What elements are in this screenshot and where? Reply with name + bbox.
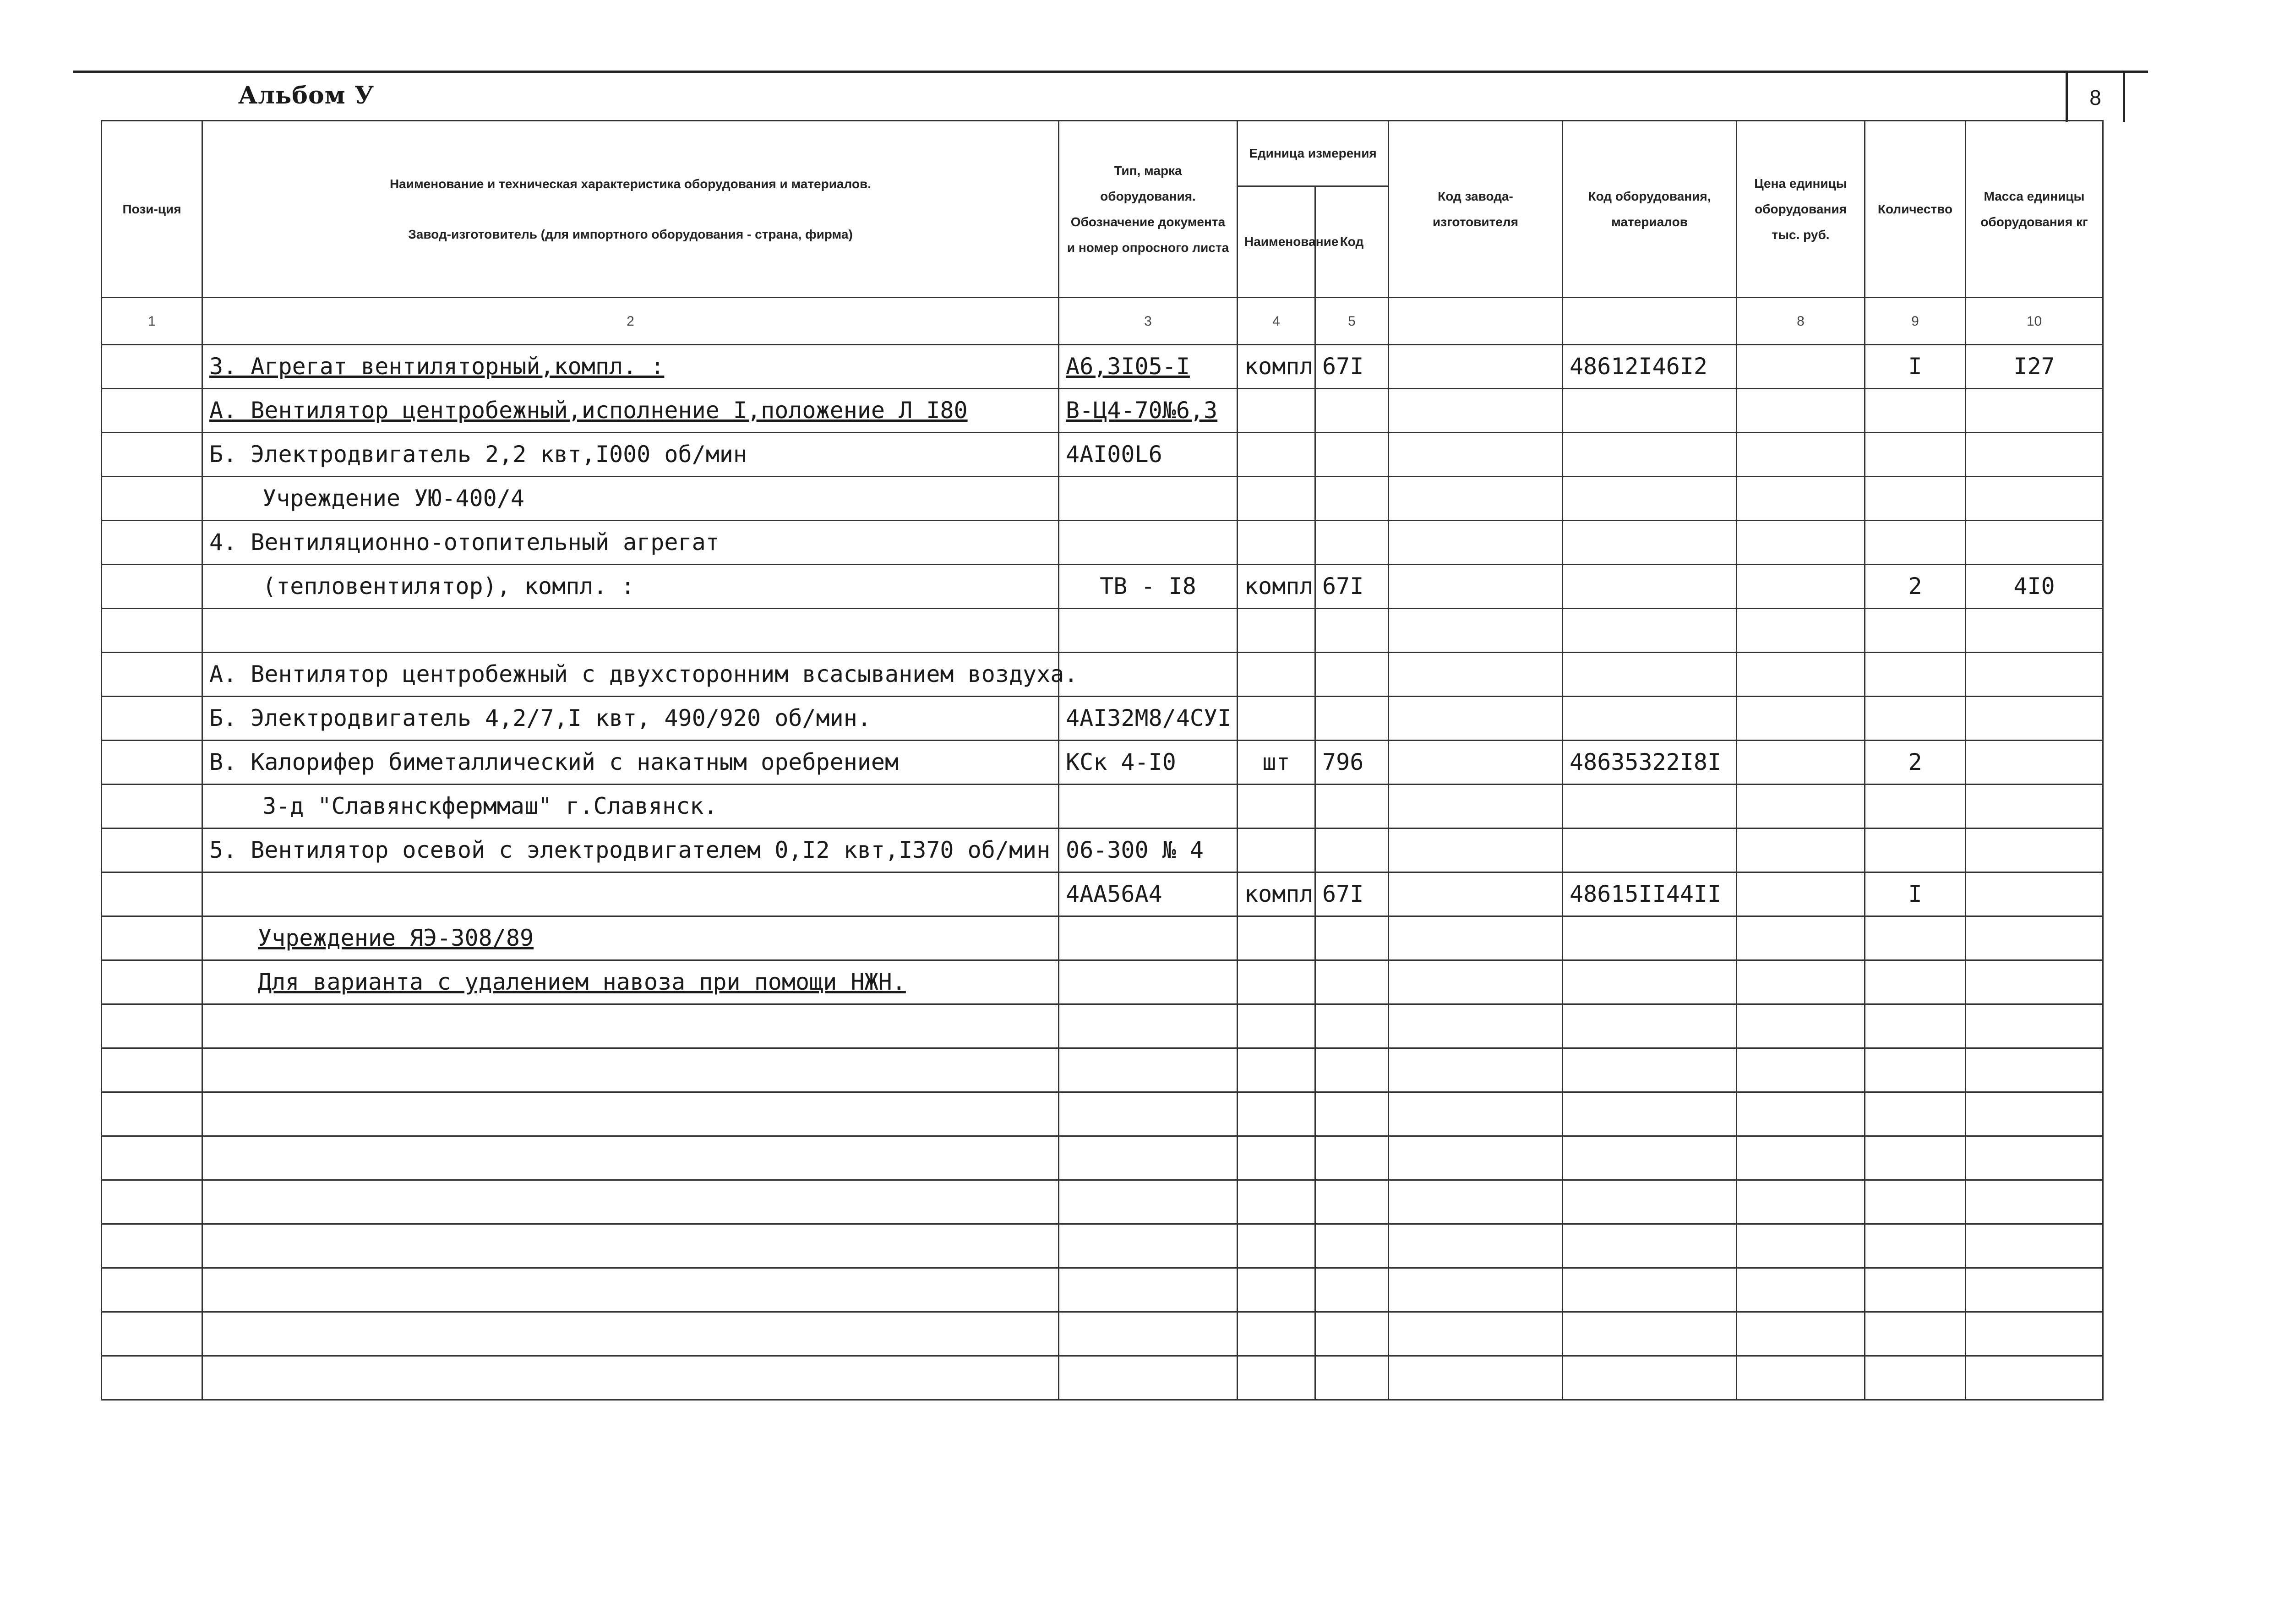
type-cell: А6,3I05-I (1059, 345, 1238, 389)
quantity-cell (1865, 477, 1966, 521)
plant-code-cell (1389, 433, 1563, 477)
mass-cell (1966, 828, 2103, 872)
equipment-code-cell (1563, 1004, 1737, 1048)
type-cell (1059, 1048, 1238, 1092)
mass-cell (1966, 1356, 2103, 1400)
unit-code-cell: 67I (1315, 345, 1389, 389)
header-unit-name: Наименование (1238, 186, 1315, 298)
mass-cell (1966, 1004, 2103, 1048)
quantity-cell (1865, 433, 1966, 477)
name-cell (202, 1312, 1059, 1356)
unit-code-cell (1315, 1092, 1389, 1136)
position-cell (102, 521, 202, 565)
equipment-code-cell (1563, 653, 1737, 697)
page-number: 8 (2089, 86, 2101, 109)
unit-name-cell (1238, 1048, 1315, 1092)
plant-code-cell (1389, 1092, 1563, 1136)
price-cell (1737, 653, 1865, 697)
price-cell (1737, 697, 1865, 741)
position-cell (102, 1136, 202, 1180)
equipment-code-cell (1563, 565, 1737, 609)
name-cell: Б. Электродвигатель 4,2/7,I квт, 490/920 об/мин. (202, 697, 1059, 741)
unit-code-cell (1315, 960, 1389, 1004)
equipment-code-cell (1563, 916, 1737, 960)
column-number: 2 (202, 298, 1059, 345)
equipment-code-cell: 48635322I8I (1563, 741, 1737, 785)
unit-name-cell (1238, 389, 1315, 433)
position-cell (102, 1004, 202, 1048)
position-cell (102, 1268, 202, 1312)
unit-name-cell (1238, 1268, 1315, 1312)
mass-cell (1966, 960, 2103, 1004)
table-body (102, 345, 2103, 1400)
position-cell (102, 872, 202, 916)
plant-code-cell (1389, 828, 1563, 872)
equipment-code-cell (1563, 1092, 1737, 1136)
unit-code-cell (1315, 477, 1389, 521)
quantity-cell (1865, 653, 1966, 697)
unit-code-cell (1315, 697, 1389, 741)
plant-code-cell (1389, 697, 1563, 741)
plant-code-cell (1389, 389, 1563, 433)
mass-cell (1966, 1268, 2103, 1312)
price-cell (1737, 1268, 1865, 1312)
position-cell (102, 960, 202, 1004)
unit-code-cell (1315, 785, 1389, 828)
table-row (102, 828, 2103, 872)
position-cell (102, 697, 202, 741)
plant-code-cell (1389, 521, 1563, 565)
name-cell (202, 1180, 1059, 1224)
quantity-cell: 2 (1865, 565, 1966, 609)
equipment-code-cell (1563, 1180, 1737, 1224)
unit-code-cell (1315, 521, 1389, 565)
mass-cell (1966, 609, 2103, 653)
type-cell (1059, 1224, 1238, 1268)
name-cell (202, 609, 1059, 653)
price-cell (1737, 1224, 1865, 1268)
mass-cell (1966, 477, 2103, 521)
position-cell (102, 653, 202, 697)
unit-name-cell (1238, 1180, 1315, 1224)
quantity-cell (1865, 1312, 1966, 1356)
mass-cell (1966, 697, 2103, 741)
quantity-cell (1865, 521, 1966, 565)
unit-code-cell: 67I (1315, 872, 1389, 916)
unit-code-cell: 796 (1315, 741, 1389, 785)
mass-cell (1966, 521, 2103, 565)
unit-name-cell: компл (1238, 345, 1315, 389)
column-number: 8 (1737, 298, 1865, 345)
price-cell (1737, 1180, 1865, 1224)
equipment-code-cell (1563, 433, 1737, 477)
mass-cell (1966, 1136, 2103, 1180)
equipment-code-cell (1563, 609, 1737, 653)
price-cell (1737, 916, 1865, 960)
plant-code-cell (1389, 1048, 1563, 1092)
unit-name-cell (1238, 916, 1315, 960)
name-cell: 5. Вентилятор осевой с электродвигателем 0,I2 квт,I370 об/мин (202, 828, 1059, 872)
mass-cell (1966, 916, 2103, 960)
header-name-line1: Наименование и техническая характеристика оборудования и материалов. (389, 176, 872, 191)
price-cell (1737, 1356, 1865, 1400)
page-number-box (2066, 71, 2125, 122)
unit-code-cell (1315, 1356, 1389, 1400)
unit-code-cell (1315, 1048, 1389, 1092)
type-cell: В-Ц4-70№6,3 (1059, 389, 1238, 433)
type-cell (1059, 960, 1238, 1004)
table-row (102, 1224, 2103, 1268)
unit-code-cell: 67I (1315, 565, 1389, 609)
unit-name-cell (1238, 521, 1315, 565)
mass-cell: I27 (1966, 345, 2103, 389)
table-row (102, 785, 2103, 828)
type-cell (1059, 916, 1238, 960)
type-cell (1059, 1268, 1238, 1312)
plant-code-cell (1389, 609, 1563, 653)
quantity-cell (1865, 1136, 1966, 1180)
name-cell: А. Вентилятор центробежный,исполнение I,положение Л I80 (202, 389, 1059, 433)
table-row (102, 521, 2103, 565)
plant-code-cell (1389, 960, 1563, 1004)
price-cell (1737, 960, 1865, 1004)
plant-code-cell (1389, 741, 1563, 785)
table-row (102, 1092, 2103, 1136)
equipment-code-cell (1563, 785, 1737, 828)
type-cell (1059, 1312, 1238, 1356)
quantity-cell (1865, 785, 1966, 828)
name-cell: 4. Вентиляционно-отопительный агрегат (202, 521, 1059, 565)
equipment-code-cell (1563, 1136, 1737, 1180)
position-cell (102, 741, 202, 785)
column-numbers-row (102, 298, 2103, 345)
type-cell (1059, 609, 1238, 653)
equipment-code-cell (1563, 1048, 1737, 1092)
position-cell (102, 1224, 202, 1268)
mass-cell (1966, 1312, 2103, 1356)
position-cell (102, 1180, 202, 1224)
unit-name-cell: шт (1238, 741, 1315, 785)
unit-name-cell (1238, 1136, 1315, 1180)
quantity-cell: I (1865, 345, 1966, 389)
quantity-cell (1865, 1268, 1966, 1312)
column-number: 10 (1966, 298, 2103, 345)
column-number (1389, 298, 1563, 345)
album-title: Альбом У (238, 82, 375, 109)
mass-cell (1966, 741, 2103, 785)
price-cell (1737, 741, 1865, 785)
header-unit-code: Код (1315, 186, 1389, 298)
header-name-line2: Завод-изготовитель (для импортного оборудования - страна, фирма) (408, 227, 853, 241)
plant-code-cell (1389, 345, 1563, 389)
quantity-cell (1865, 1356, 1966, 1400)
unit-code-cell (1315, 433, 1389, 477)
type-cell (1059, 1180, 1238, 1224)
equipment-specification-table (101, 120, 2104, 1401)
quantity-cell (1865, 389, 1966, 433)
quantity-cell (1865, 1092, 1966, 1136)
position-cell (102, 433, 202, 477)
price-cell (1737, 1136, 1865, 1180)
name-cell: З-д "Славянскферммаш" г.Славянск. (202, 785, 1059, 828)
name-cell: Для варианта с удалением навоза при помощи НЖН. (202, 960, 1059, 1004)
header-quantity: Количество (1865, 121, 1966, 298)
table-row (102, 565, 2103, 609)
type-cell (1059, 653, 1238, 697)
name-cell (202, 1092, 1059, 1136)
name-cell: Б. Электродвигатель 2,2 квт,I000 об/мин (202, 433, 1059, 477)
header-equipment-code: Код оборудования, материалов (1563, 121, 1737, 298)
position-cell (102, 916, 202, 960)
quantity-cell (1865, 916, 1966, 960)
name-cell: (тепловентилятор), компл. : (202, 565, 1059, 609)
unit-code-cell (1315, 916, 1389, 960)
mass-cell (1966, 872, 2103, 916)
type-cell: КСк 4-I0 (1059, 741, 1238, 785)
name-cell (202, 1048, 1059, 1092)
mass-cell (1966, 1048, 2103, 1092)
position-cell (102, 1356, 202, 1400)
position-cell (102, 1092, 202, 1136)
name-cell: Учреждение ЯЭ-308/89 (202, 916, 1059, 960)
unit-name-cell (1238, 1312, 1315, 1356)
quantity-cell (1865, 609, 1966, 653)
table-row (102, 697, 2103, 741)
unit-name-cell (1238, 477, 1315, 521)
table-row (102, 1356, 2103, 1400)
type-cell (1059, 521, 1238, 565)
position-cell (102, 609, 202, 653)
table-row (102, 477, 2103, 521)
unit-name-cell (1238, 609, 1315, 653)
price-cell (1737, 565, 1865, 609)
mass-cell (1966, 433, 2103, 477)
unit-code-cell (1315, 653, 1389, 697)
plant-code-cell (1389, 1224, 1563, 1268)
name-cell (202, 1356, 1059, 1400)
plant-code-cell (1389, 872, 1563, 916)
quantity-cell (1865, 1048, 1966, 1092)
table-row (102, 609, 2103, 653)
position-cell (102, 1312, 202, 1356)
type-cell (1059, 477, 1238, 521)
unit-name-cell (1238, 1356, 1315, 1400)
table-row (102, 345, 2103, 389)
unit-code-cell (1315, 1312, 1389, 1356)
column-number: 5 (1315, 298, 1389, 345)
plant-code-cell (1389, 1356, 1563, 1400)
name-cell (202, 1136, 1059, 1180)
price-cell (1737, 433, 1865, 477)
position-cell (102, 345, 202, 389)
column-number: 1 (102, 298, 202, 345)
unit-code-cell (1315, 1224, 1389, 1268)
name-cell: 3. Агрегат вентиляторный,компл. : (202, 345, 1059, 389)
table-row (102, 1180, 2103, 1224)
unit-name-cell: компл (1238, 872, 1315, 916)
name-cell (202, 1224, 1059, 1268)
mass-cell: 4I0 (1966, 565, 2103, 609)
name-cell (202, 872, 1059, 916)
unit-code-cell (1315, 828, 1389, 872)
price-cell (1737, 1092, 1865, 1136)
type-cell: 4АА56А4 (1059, 872, 1238, 916)
table-row (102, 916, 2103, 960)
equipment-code-cell (1563, 960, 1737, 1004)
table-row (102, 389, 2103, 433)
table-row (102, 1004, 2103, 1048)
equipment-code-cell: 48615II44II (1563, 872, 1737, 916)
unit-code-cell (1315, 389, 1389, 433)
header-unit: Единица измерения (1238, 121, 1389, 186)
equipment-code-cell: 48612I46I2 (1563, 345, 1737, 389)
unit-name-cell (1238, 1092, 1315, 1136)
price-cell (1737, 521, 1865, 565)
plant-code-cell (1389, 1312, 1563, 1356)
table-row (102, 741, 2103, 785)
plant-code-cell (1389, 477, 1563, 521)
price-cell (1737, 1048, 1865, 1092)
column-number (1563, 298, 1737, 345)
price-cell (1737, 1312, 1865, 1356)
table-row (102, 653, 2103, 697)
plant-code-cell (1389, 565, 1563, 609)
plant-code-cell (1389, 1136, 1563, 1180)
unit-code-cell (1315, 1268, 1389, 1312)
plant-code-cell (1389, 653, 1563, 697)
name-cell: В. Калорифер биметаллический с накатным оребрением (202, 741, 1059, 785)
name-cell: А. Вентилятор центробежный с двухсторонним всасыванием воздуха. (202, 653, 1059, 697)
plant-code-cell (1389, 1268, 1563, 1312)
unit-name-cell (1238, 697, 1315, 741)
table-row (102, 1136, 2103, 1180)
unit-name-cell (1238, 828, 1315, 872)
position-cell (102, 1048, 202, 1092)
type-cell: 4АI00L6 (1059, 433, 1238, 477)
type-cell (1059, 1136, 1238, 1180)
equipment-code-cell (1563, 1356, 1737, 1400)
unit-name-cell: компл (1238, 565, 1315, 609)
table-row (102, 960, 2103, 1004)
plant-code-cell (1389, 785, 1563, 828)
price-cell (1737, 609, 1865, 653)
plant-code-cell (1389, 1180, 1563, 1224)
unit-code-cell (1315, 1004, 1389, 1048)
header-mass: Масса единицы оборудования кг (1966, 121, 2103, 298)
price-cell (1737, 477, 1865, 521)
name-cell: Учреждение УЮ-400/4 (202, 477, 1059, 521)
mass-cell (1966, 785, 2103, 828)
quantity-cell (1865, 960, 1966, 1004)
price-cell (1737, 345, 1865, 389)
unit-name-cell (1238, 653, 1315, 697)
equipment-code-cell (1563, 477, 1737, 521)
equipment-code-cell (1563, 389, 1737, 433)
unit-code-cell (1315, 609, 1389, 653)
table-row (102, 1048, 2103, 1092)
position-cell (102, 565, 202, 609)
type-cell (1059, 1092, 1238, 1136)
position-cell (102, 477, 202, 521)
equipment-code-cell (1563, 1268, 1737, 1312)
plant-code-cell (1389, 916, 1563, 960)
price-cell (1737, 1004, 1865, 1048)
table-row (102, 433, 2103, 477)
equipment-code-cell (1563, 1224, 1737, 1268)
mass-cell (1966, 1092, 2103, 1136)
header-type: Тип, марка оборудования. Обозначение документа и номер опросного листа (1059, 121, 1238, 298)
header-position: Пози-ция (102, 121, 202, 298)
plant-code-cell (1389, 1004, 1563, 1048)
quantity-cell: 2 (1865, 741, 1966, 785)
unit-name-cell (1238, 433, 1315, 477)
type-cell (1059, 1004, 1238, 1048)
type-cell (1059, 785, 1238, 828)
unit-name-cell (1238, 960, 1315, 1004)
quantity-cell: I (1865, 872, 1966, 916)
column-number: 3 (1059, 298, 1238, 345)
name-cell (202, 1268, 1059, 1312)
header-plant-code: Код завода-изготовителя (1389, 121, 1563, 298)
table-row (102, 1312, 2103, 1356)
equipment-code-cell (1563, 828, 1737, 872)
price-cell (1737, 828, 1865, 872)
equipment-code-cell (1563, 697, 1737, 741)
table-row (102, 872, 2103, 916)
unit-name-cell (1238, 785, 1315, 828)
quantity-cell (1865, 828, 1966, 872)
price-cell (1737, 389, 1865, 433)
unit-name-cell (1238, 1004, 1315, 1048)
position-cell (102, 389, 202, 433)
mass-cell (1966, 1180, 2103, 1224)
mass-cell (1966, 1224, 2103, 1268)
quantity-cell (1865, 1004, 1966, 1048)
type-cell (1059, 1356, 1238, 1400)
position-cell (102, 828, 202, 872)
price-cell (1737, 785, 1865, 828)
type-cell: ТВ - I8 (1059, 565, 1238, 609)
table-row (102, 1268, 2103, 1312)
header-price: Цена единицы оборудования тыс. руб. (1737, 121, 1865, 298)
type-cell: 06-300 № 4 (1059, 828, 1238, 872)
quantity-cell (1865, 1224, 1966, 1268)
equipment-code-cell (1563, 521, 1737, 565)
column-number: 4 (1238, 298, 1315, 345)
name-cell (202, 1004, 1059, 1048)
unit-code-cell (1315, 1136, 1389, 1180)
column-number: 9 (1865, 298, 1966, 345)
equipment-code-cell (1563, 1312, 1737, 1356)
quantity-cell (1865, 697, 1966, 741)
unit-code-cell (1315, 1180, 1389, 1224)
quantity-cell (1865, 1180, 1966, 1224)
price-cell (1737, 872, 1865, 916)
top-rule (73, 71, 2148, 73)
header-name (202, 121, 1059, 298)
type-cell: 4АI32М8/4СУI (1059, 697, 1238, 741)
unit-name-cell (1238, 1224, 1315, 1268)
mass-cell (1966, 653, 2103, 697)
position-cell (102, 785, 202, 828)
mass-cell (1966, 389, 2103, 433)
